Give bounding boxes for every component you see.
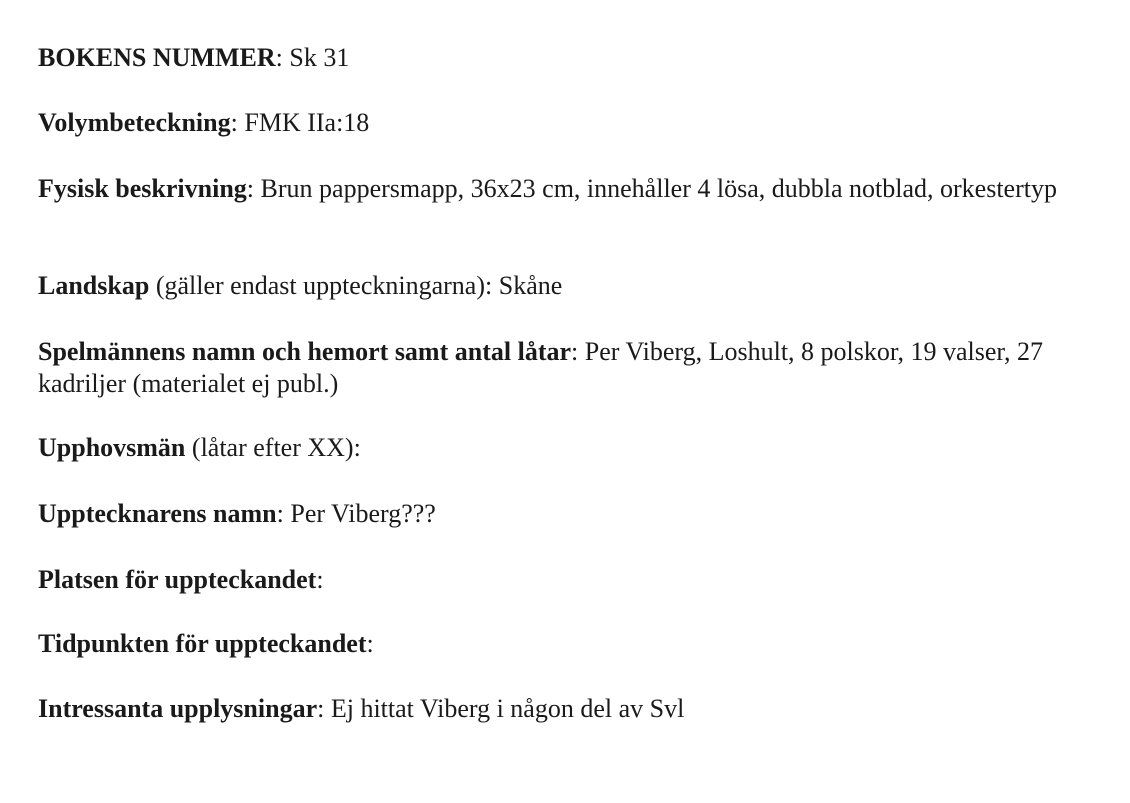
field-value: Skåne bbox=[498, 271, 563, 300]
field-value: Ej hittat Viberg i någon del av Svl bbox=[330, 694, 685, 723]
field-value: Sk 31 bbox=[289, 43, 350, 72]
field-interesting-info: Intressanta upplysningar: Ej hittat Viberg i någon del av Svl bbox=[38, 694, 685, 723]
field-value: Per Viberg??? bbox=[290, 499, 436, 528]
field-label: Intressanta upplysningar bbox=[38, 694, 318, 723]
field-physical-description: Fysisk beskrivning: Brun pappersmapp, 36x23 cm, innehåller 4 lösa, dubbla notblad, orkestertyp bbox=[38, 174, 1057, 203]
field-originators: Upphovsmän (låtar efter XX): bbox=[38, 433, 361, 462]
field-value: Per Viberg, Loshult, 8 polskor, 19 valser, 27 kadriljer (materialet ej publ.) bbox=[38, 337, 1044, 398]
field-label: BOKENS NUMMER bbox=[38, 43, 276, 72]
field-value: Brun pappersmapp, 36x23 cm, innehåller 4 lösa, dubbla notblad, orkestertyp bbox=[260, 174, 1057, 203]
field-label: Tidpunkten för uppteckandet bbox=[38, 629, 367, 658]
field-recording-time: Tidpunkten för uppteckandet: bbox=[38, 629, 374, 658]
field-recording-place: Platsen för uppteckandet: bbox=[38, 565, 324, 594]
field-label: Spelmännens namn och hemort samt antal låtar bbox=[38, 337, 572, 366]
field-label: Platsen för uppteckandet bbox=[38, 565, 317, 594]
field-qualifier: (gäller endast uppteckningarna) bbox=[155, 271, 486, 300]
field-book-number: BOKENS NUMMER: Sk 31 bbox=[38, 43, 350, 72]
field-label: Landskap bbox=[38, 271, 150, 300]
field-value: FMK IIa:18 bbox=[244, 108, 370, 137]
field-label: Fysisk beskrivning bbox=[38, 174, 247, 203]
field-qualifier: (låtar efter XX) bbox=[191, 433, 354, 462]
field-label: Volymbeteckning bbox=[38, 108, 231, 137]
field-volume-designation: Volymbeteckning: FMK IIa:18 bbox=[38, 108, 370, 137]
field-musicians: Spelmännens namn och hemort samt antal låtar: Per Viberg, Loshult, 8 polskor, 19 valser, 27 kadriljer (materialet ej publ.) bbox=[38, 337, 1044, 398]
field-recorder-name: Upptecknarens namn: Per Viberg??? bbox=[38, 499, 436, 528]
field-label: Upptecknarens namn bbox=[38, 499, 277, 528]
field-province: Landskap (gäller endast uppteckningarna): Skåne bbox=[38, 271, 563, 300]
field-label: Upphovsmän bbox=[38, 433, 186, 462]
